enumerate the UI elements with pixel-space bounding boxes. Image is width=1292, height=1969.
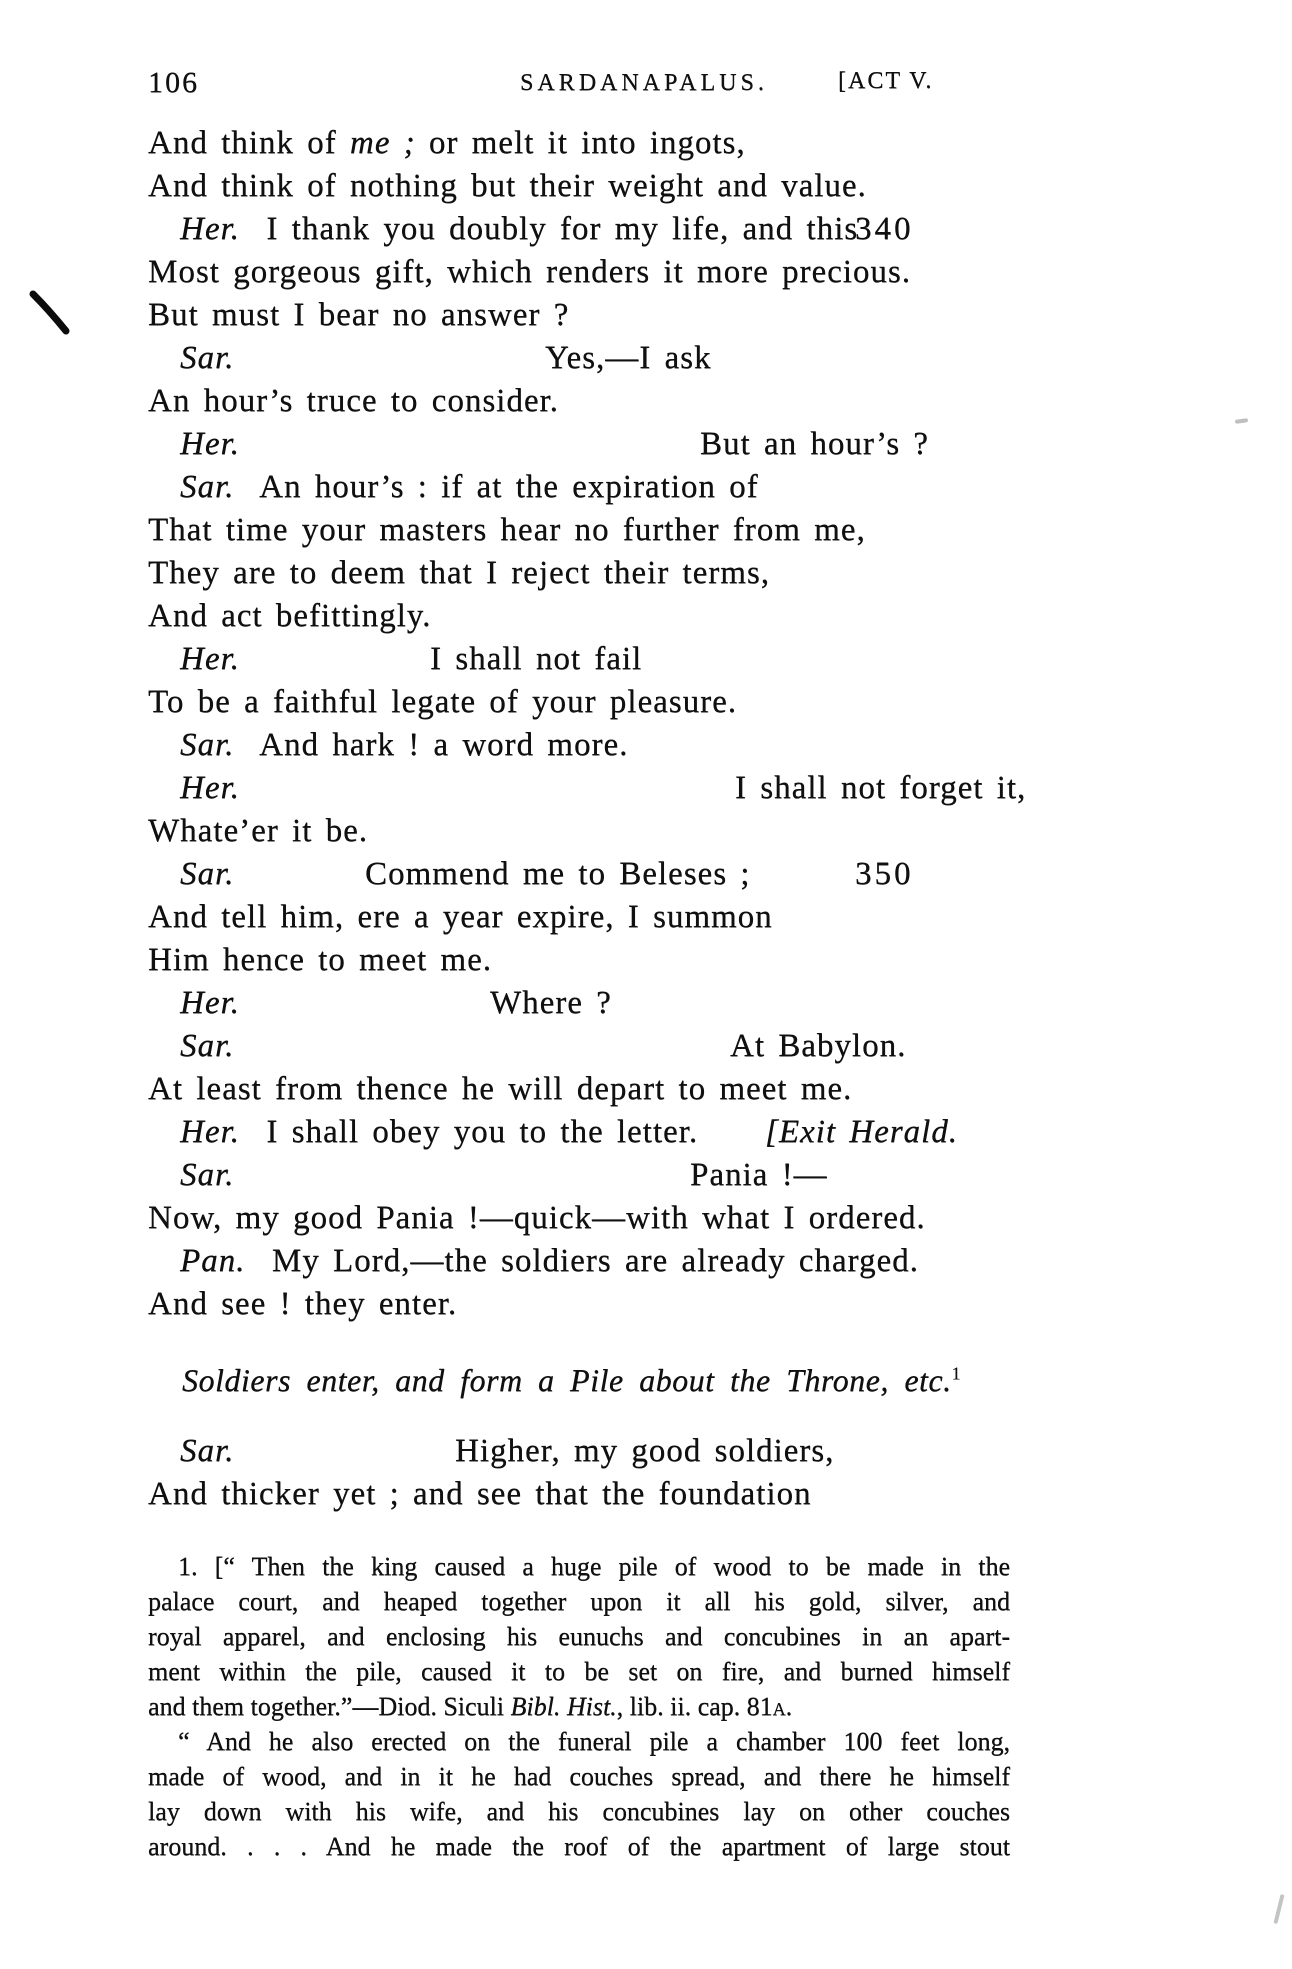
verse-line: [148, 810, 1058, 853]
verse-line: [148, 939, 1058, 982]
text-segment: Pania !—: [690, 1157, 828, 1193]
act-header: [ACT V.: [838, 68, 934, 94]
verse-line: [148, 1197, 1058, 1240]
text-segment: And thicker yet ; and see that the foundation: [148, 1476, 812, 1512]
text-segment: Sar.: [180, 1157, 235, 1193]
text-segment: around. . . . And he made the roof of the apartment of large stout: [148, 1832, 1010, 1861]
footnote-line: [148, 1689, 1010, 1724]
footnote-line: [148, 1654, 1010, 1689]
verse-line: [148, 294, 1058, 337]
text-segment: Where ?: [490, 985, 612, 1021]
text-segment: Commend me to Beleses ;: [365, 856, 751, 892]
text-segment: [Exit Herald.: [765, 1114, 958, 1150]
scan-speck: [1235, 418, 1248, 424]
text-segment: And think of nothing but their weight and value.: [148, 168, 867, 204]
text-segment: Sar.: [180, 727, 235, 763]
text-segment: But must I bear no answer ?: [148, 297, 570, 333]
verse-line: [148, 423, 1058, 466]
verse-line: [148, 638, 1058, 681]
text-segment: Her.: [180, 426, 240, 462]
text-segment: Now, my good Pania !—quick—with what I ordered.: [148, 1200, 926, 1236]
verse-line: [148, 552, 1058, 595]
text-segment: , lib. ii. cap. 81: [616, 1692, 773, 1721]
verse-line: [148, 165, 1058, 208]
text-segment: royal apparel, and enclosing his eunuchs and concubines in an apart-: [148, 1622, 1010, 1651]
verse-line: [148, 337, 1058, 380]
stage-direction-text: Soldiers enter, and form a Pile about the Throne, etc.: [182, 1362, 952, 1398]
verse-line: [148, 251, 1058, 294]
text-segment: Sar.: [180, 1433, 235, 1469]
text-segment: At least from thence he will depart to meet me.: [148, 1071, 853, 1107]
footnote-line: [148, 1584, 1010, 1619]
running-title: SARDANAPALUS.: [520, 70, 768, 96]
verse-line: [148, 1283, 1058, 1326]
text-segment: I shall obey you to the letter.: [239, 1114, 699, 1150]
text-segment: palace court, and heaped together upon it all his gold, silver, and: [148, 1587, 1010, 1616]
text-segment: And think of: [148, 125, 350, 161]
text-segment: But an hour’s ?: [700, 426, 929, 462]
text-segment: 1. [“ Then the king caused a huge pile of wood to be made in the: [178, 1552, 1010, 1581]
text-segment: Sar.: [180, 469, 235, 505]
text-segment: Sar.: [180, 340, 235, 376]
verse-line: [148, 1430, 1058, 1473]
text-segment: Pan.: [180, 1243, 246, 1279]
text-segment: or melt it into ingots,: [415, 125, 746, 161]
verse-line: [148, 595, 1058, 638]
footnote-line: [148, 1549, 1010, 1584]
text-segment: “ And he also erected on the funeral pile a chamber 100 feet long,: [178, 1727, 1010, 1756]
text-segment: made of wood, and in it he had couches spread, and there he himself: [148, 1762, 1010, 1791]
text-segment: Sar.: [180, 1028, 235, 1064]
text-segment: To be a faithful legate of your pleasure.: [148, 684, 737, 720]
text-segment: Her.: [180, 770, 240, 806]
footnote-line: [148, 1794, 1010, 1829]
text-segment: Her.: [180, 641, 240, 677]
text-segment: An hour’s : if at the expiration of: [234, 469, 759, 505]
verse-line: [148, 724, 1058, 767]
verse-line: [148, 1068, 1058, 1111]
verse-line: [148, 1473, 1058, 1516]
verse-line-number: 350: [855, 856, 914, 892]
text-segment: Him hence to meet me.: [148, 942, 492, 978]
text-segment: I shall not fail: [430, 641, 643, 677]
verse-line-number: 340: [855, 211, 914, 247]
text-segment: Bibl. Hist.: [510, 1692, 617, 1721]
footnote-line: [148, 1759, 1010, 1794]
text-segment: And see ! they enter.: [148, 1286, 458, 1322]
footnote-line: [148, 1619, 1010, 1654]
verse-line: [148, 853, 1058, 896]
text-segment: Most gorgeous gift, which renders it more precious.: [148, 254, 912, 290]
text-segment: lay down with his wife, and his concubines lay on other couches: [148, 1797, 1010, 1826]
text-segment: Her.: [180, 985, 240, 1021]
text-segment: Whate’er it be.: [148, 813, 368, 849]
text-segment: Higher, my good soldiers,: [455, 1433, 835, 1469]
verse-line: [148, 896, 1058, 939]
text-segment: At Babylon.: [730, 1028, 907, 1064]
page-header: [148, 62, 1010, 104]
text-segment: And hark ! a word more.: [234, 727, 629, 763]
verse-line: [148, 1111, 1058, 1154]
verse-line: [148, 122, 1058, 165]
text-segment: And act befittingly.: [148, 598, 432, 634]
page-number: 106: [148, 66, 199, 99]
footnote-line: [148, 1724, 1010, 1759]
verse-block-after: [148, 1430, 1058, 1516]
text-segment: An hour’s truce to consider.: [148, 383, 559, 419]
text-segment: I thank you doubly for my life, and this: [239, 211, 859, 247]
text-segment: My Lord,—the soldiers are already charged.: [245, 1243, 919, 1279]
text-segment: And tell him, ere a year expire, I summon: [148, 899, 773, 935]
verse-line: [148, 208, 1058, 251]
text-segment: Yes,—I ask: [545, 340, 712, 376]
verse-line: [148, 380, 1058, 423]
text-segment: I shall not forget it,: [735, 770, 1027, 806]
footnote-reference: 1: [951, 1363, 961, 1384]
verse-line: [148, 1240, 1058, 1283]
text-segment: That time your masters hear no further from me,: [148, 512, 866, 548]
text-segment: They are to deem that I reject their terms,: [148, 555, 770, 591]
footnote-line: [148, 1829, 1010, 1864]
margin-pen-mark: [26, 288, 76, 340]
verse-line: [148, 1025, 1058, 1068]
verse-line: [148, 509, 1058, 552]
text-segment: and them together.”—Diod. Siculi: [148, 1692, 511, 1721]
text-segment: Her.: [180, 1114, 240, 1150]
verse-line: [148, 767, 1058, 810]
text-segment: me ;: [349, 125, 416, 161]
verse-line: [148, 681, 1058, 724]
text-segment: Sar.: [180, 856, 235, 892]
text-segment: a.: [772, 1692, 793, 1721]
text-segment: ment within the pile, caused it to be set on fire, and burned himself: [148, 1657, 1010, 1686]
verse-line: [148, 982, 1058, 1025]
footnote-block: [148, 1549, 1010, 1864]
verse-line: [148, 1154, 1058, 1197]
stage-direction: [182, 1358, 1042, 1402]
scan-speck: [1273, 1894, 1284, 1924]
text-segment: Her.: [180, 211, 240, 247]
verse-block-main: [148, 122, 1058, 1326]
verse-line: [148, 466, 1058, 509]
